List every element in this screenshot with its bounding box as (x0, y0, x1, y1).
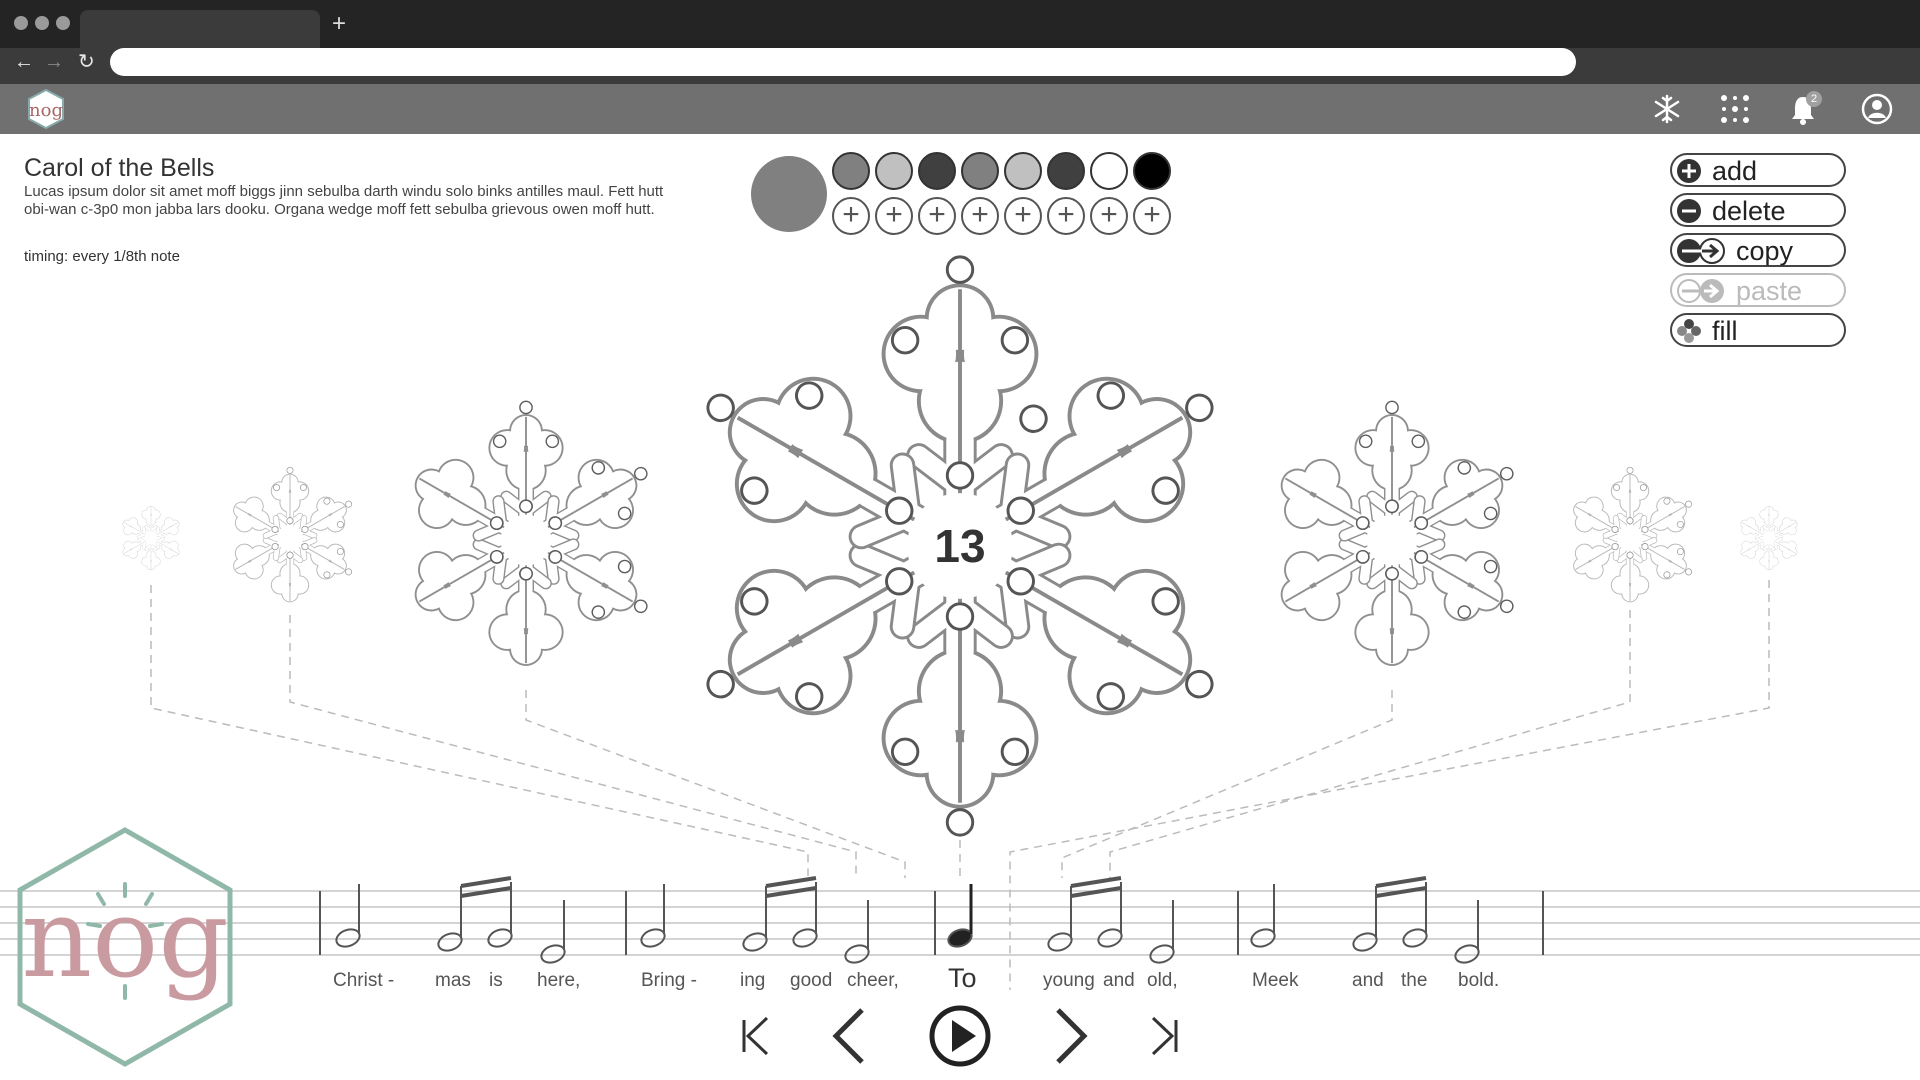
lyric-word[interactable]: mas (435, 970, 471, 991)
fill-button-label: fill (1712, 316, 1738, 346)
paste-button-label: paste (1736, 276, 1803, 306)
skip-to-end-icon[interactable] (1125, 1000, 1205, 1070)
lyric-word[interactable]: cheer, (847, 970, 899, 991)
snowflake-right-3[interactable] (1736, 506, 1801, 570)
snowflake-right-2[interactable] (1565, 467, 1701, 602)
lyric-word[interactable]: good (790, 970, 833, 991)
delete-button-label: delete (1712, 196, 1786, 226)
song-title: Carol of the Bells (24, 154, 215, 182)
music-notes (0, 870, 1920, 970)
next-step-icon[interactable] (1032, 1000, 1112, 1070)
lyric-word[interactable]: and (1103, 970, 1135, 991)
reload-button[interactable]: ↻ (78, 51, 95, 73)
add-color-button-2[interactable]: + (875, 197, 913, 235)
add-color-button-3[interactable]: + (918, 197, 956, 235)
lyric-word[interactable]: Meek (1252, 970, 1299, 991)
lyric-word[interactable]: Bring - (641, 970, 697, 991)
add-color-button-4[interactable]: + (961, 197, 999, 235)
svg-text:nog: nog (29, 100, 63, 121)
lyric-word-current[interactable]: To (948, 963, 977, 993)
song-timing: timing: every 1/8th note (24, 248, 180, 265)
lyric-word[interactable]: the (1401, 970, 1428, 991)
current-step-number: 13 (934, 520, 986, 572)
add-color-button-1[interactable]: + (832, 197, 870, 235)
forward-button[interactable]: → (44, 51, 64, 73)
snowflake-left-2[interactable] (225, 467, 361, 602)
previous-step-icon[interactable] (808, 1000, 888, 1070)
snowflake-left-1[interactable] (398, 401, 664, 666)
lyric-word[interactable]: and (1352, 970, 1384, 991)
add-color-button-6[interactable]: + (1047, 197, 1085, 235)
song-description: Lucas ipsum dolor sit amet moff biggs jinn sebulba darth windu solo binks antilles maul. Fett hutt obi-wan c-3p0 mon jabba lars dooku. Organa wedge moff fett sebulba grievous owen moff hutt. (24, 183, 664, 218)
add-color-button-8[interactable]: + (1133, 197, 1171, 235)
nog-brand-logo (14, 826, 236, 1068)
back-button[interactable]: ← (14, 51, 34, 73)
lyric-word[interactable]: is (489, 970, 503, 991)
lyric-word[interactable]: bold. (1458, 970, 1500, 991)
new-tab-button[interactable]: + (332, 10, 347, 37)
lyric-word[interactable]: here, (537, 970, 581, 991)
snowflake-left-3[interactable] (118, 506, 183, 570)
add-color-button-7[interactable]: + (1090, 197, 1128, 235)
lyric-word[interactable]: old, (1147, 970, 1178, 991)
brand-logo-text: nog (21, 874, 229, 1002)
lyric-word[interactable]: Christ - (333, 970, 395, 991)
lyric-word[interactable]: ing (740, 970, 766, 991)
lyric-word[interactable]: young (1043, 970, 1095, 991)
play-button-icon[interactable] (920, 1000, 1000, 1070)
notification-badge: 2 (1806, 91, 1822, 107)
add-button-label: add (1712, 156, 1758, 186)
add-color-button-5[interactable]: + (1004, 197, 1042, 235)
skip-to-start-icon[interactable] (715, 1000, 795, 1070)
copy-button-label: copy (1736, 236, 1794, 266)
snowflake-right-1[interactable] (1264, 401, 1530, 666)
